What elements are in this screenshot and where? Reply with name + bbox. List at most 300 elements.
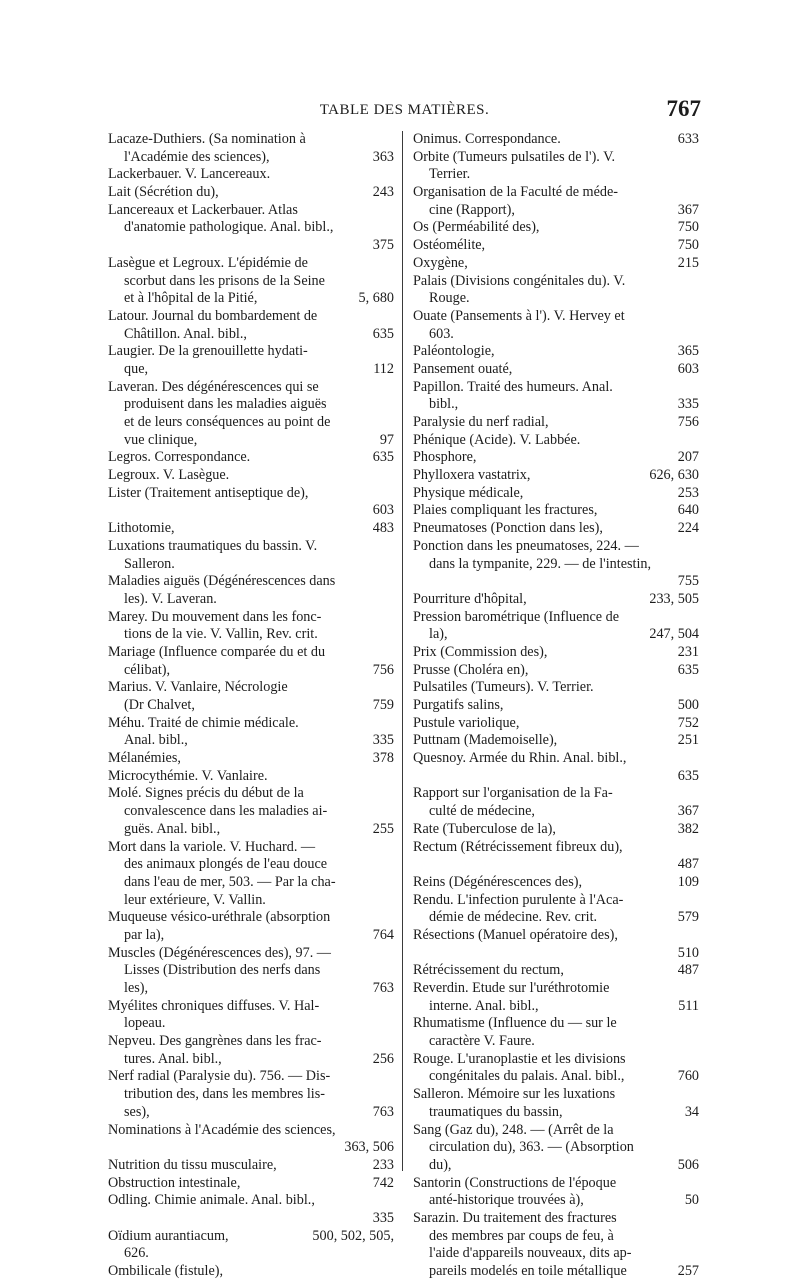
index-entry-pages: 626, 630 <box>649 467 699 484</box>
index-entry-text: Prix (Commission des), <box>413 643 548 660</box>
index-entry-line <box>413 644 699 662</box>
index-entry-line <box>413 166 699 184</box>
index-entry-line <box>108 538 394 556</box>
index-entry-line <box>108 485 394 503</box>
index-entry-text: Sang (Gaz du), 248. — (Arrêt de la <box>413 1121 614 1138</box>
index-entry-text: Terrier. <box>429 166 471 183</box>
index-entry-text: Prusse (Choléra en), <box>413 661 529 678</box>
index-entry-line <box>108 149 394 167</box>
index-entry-line <box>108 609 394 627</box>
index-entry-line <box>413 1157 699 1175</box>
index-entry-text: Lacaze-Duthiers. (Sa nomination à <box>108 131 306 147</box>
index-entry-text: Nerf radial (Paralysie du). 756. — Dis- <box>108 1068 331 1085</box>
index-entry-line <box>108 166 394 184</box>
index-entry-line <box>413 237 699 255</box>
index-entry-text: Odling. Chimie animale. Anal. bibl., <box>108 1192 315 1209</box>
index-entry-pages: 97 <box>379 431 394 448</box>
index-entry-text: Orbite (Tumeurs pulsatiles de l'). V. <box>413 148 616 165</box>
index-entry-line <box>413 184 699 202</box>
index-entry-line <box>413 1015 699 1033</box>
index-entry-line <box>108 202 394 220</box>
index-entry-text: guës. Anal. bibl., <box>124 820 221 837</box>
index-entry-text: Maladies aiguës (Dégénérescences dans <box>108 573 336 590</box>
index-entry-line <box>108 1175 394 1193</box>
index-entry-pages: 224 <box>677 520 699 537</box>
index-entry-pages: 255 <box>372 820 394 837</box>
index-entry-line <box>413 1122 699 1140</box>
index-entry-line <box>108 449 394 467</box>
index-entry-text: Oïdium aurantiacum, <box>108 1227 229 1244</box>
index-entry-text: d'anatomie pathologique. Anal. bibl., <box>124 219 334 236</box>
index-entry-line <box>413 449 699 467</box>
index-entry-pages: 233, 505 <box>649 590 699 607</box>
index-entry-pages: 635 <box>372 449 394 466</box>
index-entry-pages: 335 <box>372 732 394 749</box>
index-entry-line <box>108 927 394 945</box>
index-entry-line <box>108 679 394 697</box>
index-entry-text: 626. <box>124 1245 149 1262</box>
index-entry-line <box>108 326 394 344</box>
index-entry-text: Papillon. Traité des humeurs. Anal. <box>413 378 613 395</box>
index-entry-text: Puttnam (Mademoiselle), <box>413 732 558 749</box>
index-entry-line <box>413 998 699 1016</box>
index-entry-line <box>108 821 394 839</box>
index-entry-text: Anal. bibl., <box>124 732 188 749</box>
index-entry-text: Salleron. <box>124 555 175 572</box>
index-entry-line <box>413 1245 699 1263</box>
index-entry-text: tures. Anal. bibl., <box>124 1050 222 1067</box>
index-entry-text: du), <box>429 1156 452 1173</box>
index-entry-pages: 243 <box>372 184 394 201</box>
index-entry-text: Phosphore, <box>413 449 477 466</box>
index-entry-line <box>108 184 394 202</box>
index-entry-text: Lisses (Distribution des nerfs dans <box>124 962 321 979</box>
index-entry-text: Os (Perméabilité des), <box>413 219 540 236</box>
index-entry-text: congénitales du palais. Anal. bibl., <box>429 1068 625 1085</box>
index-entry-line <box>108 237 394 255</box>
index-entry-text: Mariage (Influence comparée du et du <box>108 643 326 660</box>
index-entry-text: Reins (Dégénérescences des), <box>413 873 582 890</box>
index-entry-pages: 365 <box>677 343 699 360</box>
index-entry-text: tribution des, dans les membres lis- <box>124 1086 325 1103</box>
index-entry-pages: 378 <box>372 750 394 767</box>
index-entry-line <box>108 1157 394 1175</box>
index-entry-text: Rouge. L'uranoplastie et les divisions <box>413 1050 626 1067</box>
index-entry-text: Sarazin. Du traitement des fractures <box>413 1209 617 1226</box>
index-entry-pages: 763 <box>372 1103 394 1120</box>
index-entry-text: circulation du), 363. — (Absorption <box>429 1139 634 1156</box>
index-entry-text: l'Académie des sciences), <box>124 148 270 165</box>
index-entry-pages: 335 <box>372 1209 394 1226</box>
index-entry-text: Châtillon. Anal. bibl., <box>124 325 247 342</box>
index-entry-pages: 487 <box>677 856 699 873</box>
index-entry-line <box>413 396 699 414</box>
index-entry-line <box>413 1051 699 1069</box>
index-entry-text: Ponction dans les pneumatoses, 224. — <box>413 537 639 554</box>
index-entry-line <box>413 1104 699 1122</box>
page-number: 767 <box>666 96 701 121</box>
index-entry-line <box>108 962 394 980</box>
index-column-left <box>108 131 394 1281</box>
index-entry-text: célibat), <box>124 661 171 678</box>
index-entry-pages: 510 <box>677 944 699 961</box>
index-entry-line <box>413 308 699 326</box>
index-entry-pages: 233 <box>372 1156 394 1173</box>
index-entry-line <box>413 219 699 237</box>
index-entry-text: Nominations à l'Académie des sciences, <box>108 1121 336 1138</box>
index-entry-line <box>413 662 699 680</box>
index-entry-text: Lister (Traitement antiseptique de), <box>108 484 309 501</box>
index-entry-pages: 603 <box>372 502 394 519</box>
index-entry-pages: 742 <box>372 1174 394 1191</box>
index-entry-line <box>413 927 699 945</box>
index-entry-pages: 109 <box>677 873 699 890</box>
index-entry-text: bibl., <box>429 396 459 413</box>
index-entry-text: Pneumatoses (Ponction dans les), <box>413 520 603 537</box>
index-entry-text: Molé. Signes précis du début de la <box>108 785 304 802</box>
index-entry-text: Rhumatisme (Influence du — sur le <box>413 1015 617 1032</box>
index-entry-pages: 633 <box>677 131 699 147</box>
index-entry-text: Rate (Tuberculose de la), <box>413 820 556 837</box>
index-entry-pages: 207 <box>677 449 699 466</box>
index-entry-line <box>413 1228 699 1246</box>
index-entry-text: ses), <box>124 1103 150 1120</box>
index-entry-text: Onimus. Correspondance. <box>413 131 561 147</box>
index-entry-line <box>413 467 699 485</box>
index-entry-pages: 5, 680 <box>358 290 394 307</box>
index-entry-text: Ostéomélite, <box>413 237 486 254</box>
index-entry-line <box>413 874 699 892</box>
index-entry-line <box>108 379 394 397</box>
index-entry-line <box>413 909 699 927</box>
index-entry-text: la), <box>429 626 448 643</box>
index-entry-pages: 367 <box>677 201 699 218</box>
index-entry-line <box>108 1033 394 1051</box>
index-entry-text: produisent dans les maladies aiguës <box>124 396 327 413</box>
index-entry-line <box>108 308 394 326</box>
index-entry-pages: 763 <box>372 980 394 996</box>
index-entry-pages: 50 <box>684 1192 699 1209</box>
index-entry-line <box>108 273 394 291</box>
index-entry-text: Marey. Du mouvement dans les fonc- <box>108 608 322 625</box>
index-entry-text: Latour. Journal du bombardement de <box>108 307 318 324</box>
index-entry-line <box>413 1139 699 1157</box>
index-entry-text: convalescence dans les maladies ai- <box>124 803 328 820</box>
index-entry-pages: 579 <box>677 909 699 926</box>
index-entry-text: dans l'eau de mer, 503. — Par la cha- <box>124 873 336 890</box>
index-entry-line <box>108 467 394 485</box>
index-entry-line <box>413 361 699 379</box>
index-entry-line <box>413 1068 699 1086</box>
index-entry-pages: 367 <box>677 803 699 820</box>
index-entry-line <box>108 1139 394 1157</box>
index-entry-line <box>413 856 699 874</box>
index-entry-text: démie de médecine. Rev. crit. <box>429 909 598 926</box>
index-entry-pages: 247, 504 <box>649 626 699 643</box>
index-entry-line <box>108 1051 394 1069</box>
index-entry-pages: 256 <box>372 1050 394 1067</box>
index-entry-pages: 506 <box>677 1156 699 1173</box>
index-entry-pages: 500 <box>677 697 699 713</box>
index-entry-text: Salleron. Mémoire sur les luxations <box>413 1086 616 1103</box>
index-entry-text: Ombilicale (fistule), <box>108 1263 224 1279</box>
index-entry-text: Organisation de la Faculté de méde- <box>413 184 618 201</box>
index-entry-pages: 363, 506 <box>344 1139 394 1156</box>
index-entry-pages: 215 <box>677 254 699 271</box>
index-entry-text: Pourriture d'hôpital, <box>413 590 527 607</box>
index-entry-line <box>108 361 394 379</box>
index-entry-text: Lancereaux et Lackerbauer. Atlas <box>108 201 298 218</box>
index-entry-text: culté de médecine, <box>429 803 535 820</box>
index-entry-text: Microcythémie. V. Vanlaire. <box>108 767 268 784</box>
index-entry-pages: 112 <box>373 360 394 377</box>
index-entry-pages: 759 <box>372 697 394 713</box>
index-entry-pages: 760 <box>677 1068 699 1085</box>
index-entry-text: Legroux. V. Lasègue. <box>108 467 230 484</box>
index-entry-text: Purgatifs salins, <box>413 697 504 713</box>
index-entry-line <box>413 379 699 397</box>
index-entry-pages: 335 <box>677 396 699 413</box>
index-entry-pages: 253 <box>677 484 699 501</box>
index-entry-line <box>108 414 394 432</box>
index-entry-line <box>413 520 699 538</box>
index-entry-line <box>108 874 394 892</box>
index-entry-line <box>108 856 394 874</box>
index-entry-line <box>413 892 699 910</box>
index-entry-pages: 752 <box>677 714 699 731</box>
index-entry-text: dans la tympanite, 229. — de l'intestin, <box>429 555 652 572</box>
index-entry-text: Laveran. Des dégénérescences qui se <box>108 378 319 395</box>
index-entry-text: Ouate (Pansements à l'). V. Hervey et <box>413 307 625 324</box>
index-entry-line <box>413 839 699 857</box>
index-entry-line <box>108 750 394 768</box>
index-entry-text: scorbut dans les prisons de la Seine <box>124 272 325 289</box>
index-entry-line <box>108 732 394 750</box>
index-entry-text: Lackerbauer. V. Lancereaux. <box>108 166 271 183</box>
index-entry-text: l'aide d'appareils nouveaux, dits ap- <box>429 1245 632 1262</box>
index-entry-text: Paléontologie, <box>413 343 495 360</box>
index-entry-pages: 231 <box>677 643 699 660</box>
index-entry-line <box>108 1192 394 1210</box>
index-entry-line <box>413 538 699 556</box>
index-entry-line <box>108 573 394 591</box>
index-entry-line <box>108 343 394 361</box>
index-entry-line <box>413 255 699 273</box>
index-entry-line <box>413 149 699 167</box>
index-entry-text: Legros. Correspondance. <box>108 449 251 466</box>
index-entry-text: caractère V. Faure. <box>429 1033 535 1050</box>
index-entry-line <box>108 290 394 308</box>
index-entry-line <box>108 697 394 715</box>
index-entry-line <box>413 750 699 768</box>
index-entry-line <box>108 892 394 910</box>
index-entry-line <box>413 326 699 344</box>
index-entry-text: les), <box>124 980 149 996</box>
index-entry-text: Pansement ouaté, <box>413 360 513 377</box>
index-entry-pages: 640 <box>677 502 699 519</box>
index-entry-text: Oxygène, <box>413 254 468 271</box>
index-entry-line <box>108 1015 394 1033</box>
index-entry-pages: 34 <box>684 1103 699 1120</box>
index-entry-text: que, <box>124 360 149 377</box>
index-entry-line <box>413 502 699 520</box>
index-entry-pages: 500, 502, 505, <box>312 1227 394 1244</box>
index-entry-pages: 483 <box>372 520 394 537</box>
index-entry-text: Muqueuse vésico-uréthrale (absorption <box>108 909 331 926</box>
index-entry-text: par la), <box>124 926 165 943</box>
index-entry-text: les). V. Laveran. <box>124 590 217 607</box>
index-entry-text: cine (Rapport), <box>429 201 515 218</box>
index-entry-text: leur extérieure, V. Vallin. <box>124 891 266 908</box>
index-entry-text: Lait (Sécrétion du), <box>108 184 219 201</box>
index-entry-text: traumatiques du bassin, <box>429 1103 563 1120</box>
index-entry-line <box>108 131 394 149</box>
index-entry-line <box>108 520 394 538</box>
index-column-right <box>413 131 699 1281</box>
index-entry-text: Lithotomie, <box>108 520 175 537</box>
index-entry-line <box>108 839 394 857</box>
index-entry-line <box>108 556 394 574</box>
index-entry-text: Lasègue et Legroux. L'épidémie de <box>108 254 308 271</box>
index-entry-line <box>108 219 394 237</box>
index-entry-line <box>413 343 699 361</box>
index-entry-line <box>413 609 699 627</box>
index-entry-line <box>413 432 699 450</box>
index-entry-text: Rapport sur l'organisation de la Fa- <box>413 785 613 802</box>
index-entry-line <box>108 909 394 927</box>
index-entry-line <box>108 502 394 520</box>
index-entry-text: Mélanémies, <box>108 750 181 767</box>
index-entry-line <box>413 679 699 697</box>
index-entry-line <box>108 785 394 803</box>
index-entry-text: anté-historique trouvées à), <box>429 1192 584 1209</box>
index-entry-text: et à l'hôpital de la Pitié, <box>124 290 258 307</box>
index-entry-text: Phénique (Acide). V. Labbée. <box>413 431 581 448</box>
index-entry-pages: 750 <box>677 237 699 254</box>
index-entry-line <box>413 573 699 591</box>
index-entry-line <box>108 1228 394 1246</box>
index-entry-line <box>413 626 699 644</box>
index-entry-line <box>413 591 699 609</box>
index-entry-text: Résections (Manuel opératoire des), <box>413 926 618 943</box>
index-entry-line <box>413 1175 699 1193</box>
index-entry-text: Phylloxera vastatrix, <box>413 467 531 484</box>
index-entry-line <box>413 485 699 503</box>
index-entry-line <box>413 414 699 432</box>
index-entry-line <box>413 821 699 839</box>
index-entry-line <box>108 396 394 414</box>
index-entry-text: Physique médicale, <box>413 484 524 501</box>
index-entry-line <box>108 591 394 609</box>
index-entry-line <box>413 1210 699 1228</box>
index-entry-line <box>413 1033 699 1051</box>
index-entry-line <box>108 1210 394 1228</box>
index-entry-line <box>413 697 699 715</box>
index-entry-pages: 635 <box>677 767 699 784</box>
index-entry-text: pareils modelés en toile métallique <box>429 1263 627 1279</box>
index-entry-line <box>108 432 394 450</box>
index-entry-text: Paralysie du nerf radial, <box>413 414 549 430</box>
index-entry-text: (Dr Chalvet, <box>124 697 195 713</box>
index-entry-line <box>413 732 699 750</box>
index-entry-line <box>108 1263 394 1281</box>
index-entry-line <box>108 768 394 786</box>
index-entry-line <box>413 768 699 786</box>
index-entry-text: Pustule variolique, <box>413 714 520 731</box>
index-entry-line <box>108 626 394 644</box>
index-entry-text: Santorin (Constructions de l'époque <box>413 1174 617 1191</box>
index-entry-line <box>108 1068 394 1086</box>
index-entry-line <box>108 945 394 963</box>
index-entry-text: Palais (Divisions congénitales du). V. <box>413 272 626 289</box>
index-entry-text: Pression barométrique (Influence de <box>413 608 620 625</box>
index-entry-text: Myélites chroniques diffuses. V. Hal- <box>108 997 320 1014</box>
index-entry-pages: 635 <box>372 325 394 342</box>
index-entry-text: Laugier. De la grenouillette hydati- <box>108 343 308 360</box>
index-entry-line <box>413 1192 699 1210</box>
index-entry-pages: 487 <box>677 962 699 979</box>
index-entry-line <box>108 1104 394 1122</box>
index-entry-text: Muscles (Dégénérescences des), 97. — <box>108 944 331 961</box>
index-entry-text: Plaies compliquant les fractures, <box>413 502 598 519</box>
index-entry-line <box>413 202 699 220</box>
index-entry-line <box>108 255 394 273</box>
index-entry-text: Méhu. Traité de chimie médicale. <box>108 714 299 731</box>
index-entry-text: et de leurs conséquences au point de <box>124 414 331 430</box>
index-entry-text: interne. Anal. bibl., <box>429 997 539 1014</box>
index-entry-line <box>108 998 394 1016</box>
index-entry-line <box>413 290 699 308</box>
index-entry-line <box>108 1086 394 1104</box>
index-entry-line <box>413 1263 699 1281</box>
index-entry-text: Marius. V. Vanlaire, Nécrologie <box>108 679 288 696</box>
index-entry-line <box>413 131 699 149</box>
index-entry-pages: 756 <box>372 661 394 678</box>
index-entry-line <box>108 662 394 680</box>
index-entry-pages: 363 <box>372 148 394 165</box>
index-entry-pages: 603 <box>677 360 699 377</box>
index-entry-text: Quesnoy. Armée du Rhin. Anal. bibl., <box>413 750 627 767</box>
index-entry-line <box>413 556 699 574</box>
index-entry-line <box>413 945 699 963</box>
index-entry-line <box>413 962 699 980</box>
index-entry-line <box>413 715 699 733</box>
index-entry-text: tions de la vie. V. Vallin, Rev. crit. <box>124 626 318 643</box>
index-entry-pages: 755 <box>677 573 699 590</box>
index-entry-pages: 251 <box>677 732 699 749</box>
index-entry-text: Nutrition du tissu musculaire, <box>108 1156 277 1173</box>
index-entry-line <box>108 644 394 662</box>
running-title: TABLE DES MATIÈRES. <box>319 102 490 118</box>
index-entry-pages: 750 <box>677 219 699 236</box>
index-entry-line <box>108 1245 394 1263</box>
index-entry-text: 603. <box>429 325 454 342</box>
index-entry-line <box>108 980 394 998</box>
index-entry-line <box>108 1122 394 1140</box>
index-entry-pages: 257 <box>677 1263 699 1279</box>
index-entry-text: Obstruction intestinale, <box>108 1174 241 1191</box>
index-entry-text: vue clinique, <box>124 431 198 448</box>
index-entry-pages: 511 <box>678 997 699 1014</box>
index-entry-text: Rectum (Rétrécissement fibreux du), <box>413 838 623 855</box>
running-header <box>108 98 701 126</box>
index-entry-line <box>413 980 699 998</box>
index-entry-text: lopeau. <box>124 1015 166 1032</box>
index-entry-text: Rendu. L'infection purulente à l'Aca- <box>413 891 624 908</box>
index-entry-line <box>413 785 699 803</box>
column-divider <box>402 131 403 1171</box>
index-entry-pages: 764 <box>372 926 394 943</box>
